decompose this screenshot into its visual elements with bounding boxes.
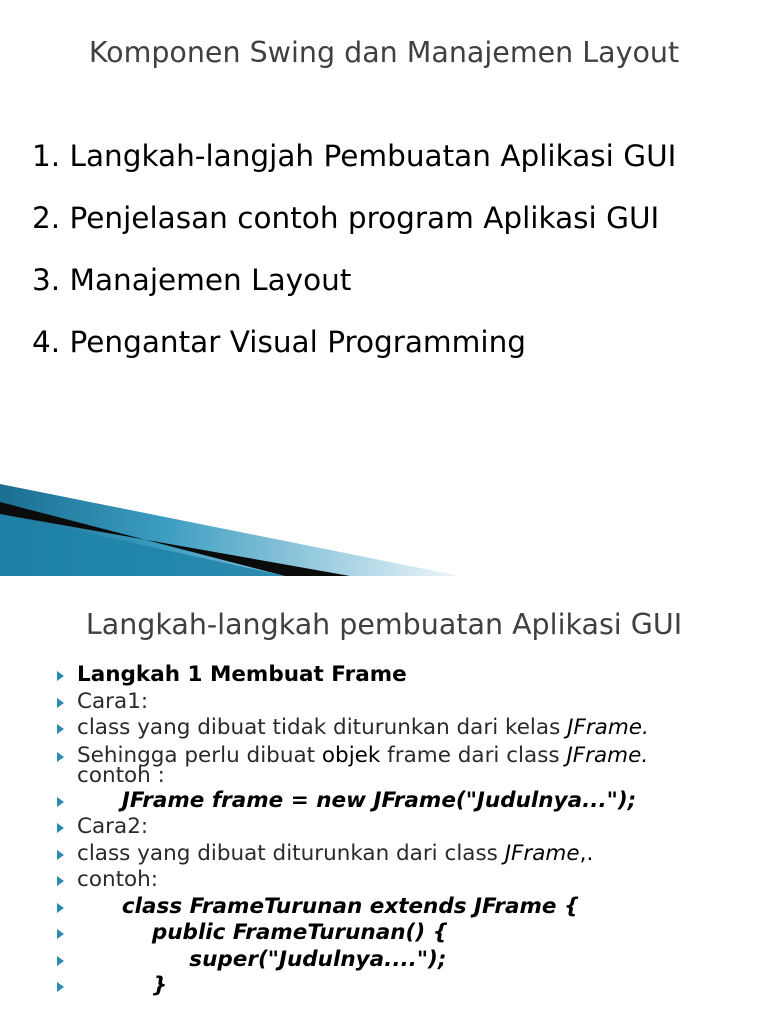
bullet-item: class yang dibuat diturunkan dari class JFrame,. <box>52 841 764 868</box>
bullet-item: class yang dibuat tidak diturunkan dari kelas JFrame. <box>52 715 764 742</box>
bullet-item: JFrame frame = new JFrame("Judulnya..."); <box>52 788 764 815</box>
triangle-right-icon <box>57 876 64 886</box>
slide-2-title: Langkah-langkah pembuatan Aplikasi GUI <box>85 608 683 641</box>
triangle-right-icon <box>57 982 64 992</box>
triangle-right-icon <box>57 724 64 734</box>
triangle-right-icon <box>57 850 64 860</box>
bullet-item: } <box>52 973 764 1000</box>
bullet-item: contoh: <box>52 867 764 894</box>
triangle-right-icon <box>57 929 64 939</box>
bullet-item: class FrameTurunan extends JFrame { <box>52 894 764 921</box>
bullet-item: public FrameTurunan() { <box>52 920 764 947</box>
slide-2 <box>0 576 768 1024</box>
slide-1-title: Komponen Swing dan Manajemen Layout <box>88 36 680 69</box>
triangle-right-icon <box>57 903 64 913</box>
bullet-item: Langkah 1 Membuat Frame <box>52 662 764 689</box>
triangle-right-icon <box>57 698 64 708</box>
triangle-right-icon <box>57 956 64 966</box>
triangle-right-icon <box>57 752 64 762</box>
agenda-item: 3. Manajemen Layout <box>32 263 352 297</box>
agenda-item: 2. Penjelasan contoh program Aplikasi GUI <box>32 201 660 235</box>
triangle-right-icon <box>57 671 64 681</box>
agenda-item: 4. Pengantar Visual Programming <box>32 325 527 359</box>
triangle-right-icon <box>57 823 64 833</box>
triangle-right-icon <box>57 797 64 807</box>
bullet-item: Sehingga perlu dibuat objek frame dari class JFrame. contoh : <box>52 742 764 788</box>
bullet-list <box>52 662 764 1000</box>
bullet-item: super("Judulnya...."); <box>52 947 764 974</box>
decorative-swoosh <box>0 480 768 576</box>
bullet-item: Cara1: <box>52 689 764 716</box>
agenda-list <box>32 136 676 384</box>
bullet-item: Cara2: <box>52 814 764 841</box>
agenda-item: 1. Langkah-langjah Pembuatan Aplikasi GUI <box>32 139 677 173</box>
